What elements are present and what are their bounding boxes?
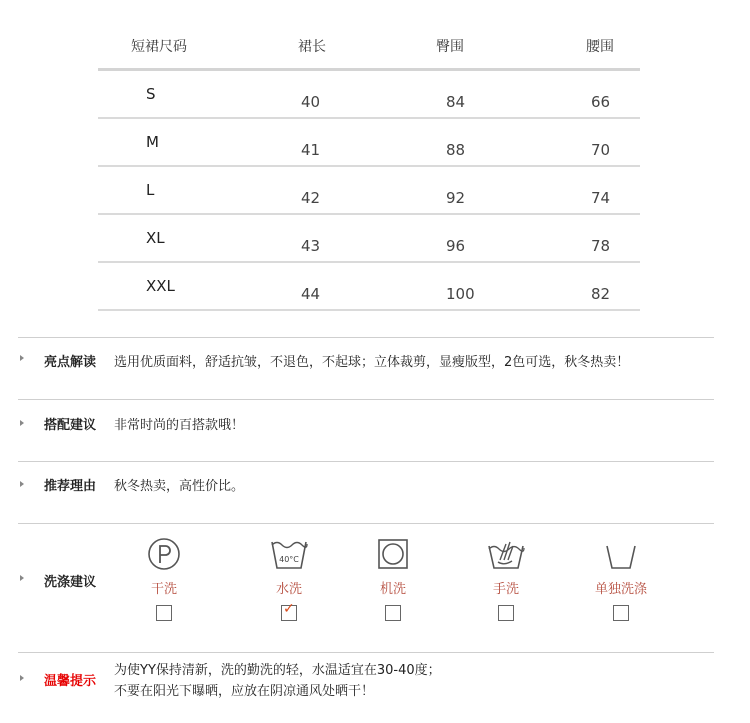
info-row-tips (18, 652, 714, 713)
table-row (98, 71, 640, 119)
reason-label: 推荐理由 (44, 479, 97, 494)
highlights-label: 亮点解读 (44, 355, 97, 370)
wash-checkbox[interactable] (498, 605, 514, 621)
triangle-right-icon (20, 481, 24, 487)
size-value: S (146, 85, 156, 103)
waist-value: 70 (591, 141, 611, 159)
wash-option-dry-clean (129, 536, 199, 621)
length-value: 41 (301, 141, 321, 159)
wash-temp: 40°C (279, 555, 299, 564)
header-waist: 腰围 (586, 39, 614, 55)
wash-checkbox[interactable] (385, 605, 401, 621)
wash-label: 水洗 (275, 582, 302, 597)
info-row-highlights (18, 337, 714, 400)
wash-option-separate-wash (586, 536, 656, 621)
waist-value: 74 (591, 189, 611, 207)
triangle-right-icon (20, 355, 24, 361)
waist-value: 82 (591, 285, 611, 303)
dry-clean-icon (146, 536, 182, 572)
info-row-reason (18, 461, 714, 524)
triangle-right-icon (20, 420, 24, 426)
hand-wash-icon (486, 536, 526, 572)
length-value: 40 (301, 93, 321, 111)
size-table (98, 22, 640, 311)
size-value: L (146, 181, 155, 199)
header-size: 短裙尺码 (131, 39, 187, 55)
reason-text: 秋冬热卖，高性价比。 (114, 479, 245, 494)
table-row (98, 119, 640, 167)
wash-checkbox-checked[interactable] (281, 601, 297, 621)
hip-value: 84 (446, 93, 466, 111)
wash-label: 干洗 (150, 582, 177, 597)
wash-option-water-wash (254, 536, 324, 621)
header-hip: 臀围 (436, 39, 464, 55)
table-row (98, 215, 640, 263)
hip-value: 96 (446, 237, 466, 255)
waist-value: 66 (591, 93, 611, 111)
wash-label: 机洗 (379, 582, 406, 597)
length-value: 42 (301, 189, 321, 207)
tips-line-1: 为使YY保持清新，洗的勤洗的轻，水温适宜在30-40度； (114, 663, 441, 678)
length-value: 43 (301, 237, 321, 255)
tips-label: 温馨提示 (44, 674, 97, 689)
triangle-right-icon (20, 575, 24, 581)
hip-value: 88 (446, 141, 466, 159)
wash-label: 单独洗涤 (594, 582, 647, 597)
info-row-washing (18, 523, 714, 653)
check-icon: ✓ (283, 601, 295, 617)
wash-option-machine-wash (358, 536, 428, 621)
table-row (98, 263, 640, 311)
water-wash-icon (269, 536, 309, 572)
wash-label: 手洗 (492, 582, 519, 597)
tips-line-2: 不要在阳光下曝晒，应放在阴凉通风处晒干！ (114, 684, 375, 699)
machine-wash-icon (375, 536, 411, 572)
wash-option-hand-wash (471, 536, 541, 621)
waist-value: 78 (591, 237, 611, 255)
size-table-header (98, 22, 640, 71)
length-value: 44 (301, 285, 321, 303)
hip-value: 92 (446, 189, 466, 207)
header-length: 裙长 (298, 39, 326, 55)
washing-label: 洗涤建议 (44, 575, 97, 590)
separate-wash-icon (601, 536, 641, 572)
size-value: XL (146, 229, 165, 247)
matching-label: 搭配建议 (44, 418, 97, 433)
highlights-text: 选用优质面料，舒适抗皱，不退色，不起球；立体裁剪，显瘦版型，2色可选，秋冬热卖！ (114, 355, 630, 370)
info-row-matching (18, 399, 714, 462)
wash-checkbox[interactable] (613, 605, 629, 621)
triangle-right-icon (20, 675, 24, 681)
table-row (98, 167, 640, 215)
size-value: M (146, 133, 159, 151)
matching-text: 非常时尚的百搭款哦！ (114, 418, 245, 433)
size-value: XXL (146, 277, 175, 295)
hip-value: 100 (446, 285, 475, 303)
wash-checkbox[interactable] (156, 605, 172, 621)
